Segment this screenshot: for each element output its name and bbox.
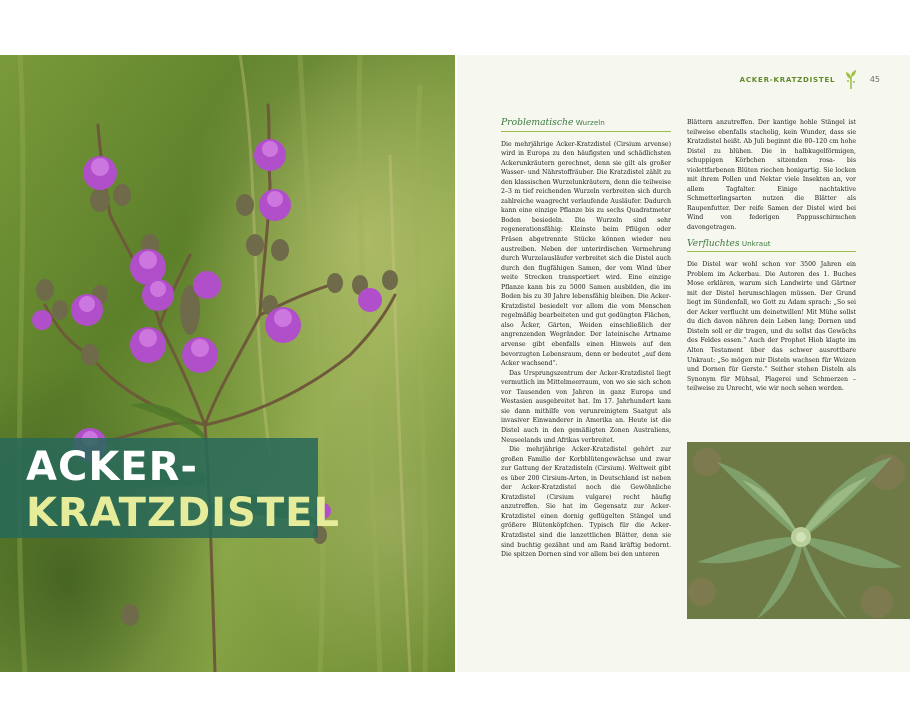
heading-weed-rest: Unkraut <box>739 238 771 248</box>
section-heading-roots <box>501 118 671 132</box>
running-head-label: ACKER-KRATZDISTEL <box>739 76 836 84</box>
paragraph-weed: Die Distel war wohl schon vor 3500 Jahren ein Problem im Ackerbau. Die Autoren des 1. Buches Mose erklären, warum sich Landwirte und Gärtner mit der Distel herumschlagen müssen. Der Grund liegt im Sündenfall, wo Gott zu Adam sprach: „So sei der Acker verflucht um deinetwillen! Mit Mühe sollst du dich davon nähren dein Leben lang; Dornen und Disteln soll er dir tragen, und du sollst das Gewächs des Feldes essen.“ Auch der Prophet Hiob klagte im Alten Testament über das schwer ausrottbare Unkraut: „So mögen mir Disteln wachsen für Weizen und Dornen für Gerste.“ Seither stehen Disteln als Synonym für Mühsal, Plagerei und Schmerzen – teilweise zu Unrecht, wie wir noch sehen werden. <box>687 261 856 393</box>
section-heading-weed <box>687 239 856 253</box>
thistle-photo-image <box>0 55 455 672</box>
page-number: 45 <box>869 75 880 84</box>
heading-roots-italic: Problematische <box>501 117 574 128</box>
text-column-left <box>501 118 671 560</box>
book-spread <box>0 55 910 672</box>
text-column-right <box>687 118 856 394</box>
paragraph-roots-1: Die mehrjährige Acker-Kratzdistel (Cirsium arvense) wird in Europa zu den häufigsten und schädlichsten Ackerunkräutern gerechnet, denn sie gilt als großer Wasser- und Nährstoffräuber. Die Kratzdistel zählt zu den klassischen Wurzelunkräutern, denn die teilweise 2–3 m tief reichenden Wurzeln verbreiten sich durch zahlreiche waagrecht verlaufende Ausläufer. Dadurch kann eine einzige Pflanze bis zu sechs Quadratmeter Boden besiedeln. Die Wurzeln sind sehr regenerationsfähig: Kleinste beim Pflügen oder Fräsen abgetrennte Stücke können wieder neu austreiben. Neben der unterirdischen Vermehrung durch Wurzelausläufer verbreitet sich die Distel auch durch den flugfähigen Samen, der vom Wind über weite Strecken transportiert wird. Eine einzige Pflanze kann bis zu 5000 Samen ausbilden, die im Boden bis zu 30 Jahre lebensfähig bleiben. Die Acker-Kratzdistel besiedelt vor allem die vom Menschen regelmäßig bearbeiteten und gut gedüngten Flächen, also Äcker, Gärten, Weiden einschließlich der angrenzenden Wegränder. Der lateinische Artname arvense gibt ebenfalls einen Hinweis auf den bevorzugten Lebensraum, denn er bedeutet „auf dem Acker wachsend“. <box>501 140 671 368</box>
thistle-rosette-photo <box>687 442 910 619</box>
text-page <box>457 55 910 672</box>
sprout-icon <box>845 69 857 91</box>
paragraph-roots-2: Das Ursprungszentrum der Acker-Kratzdistel liegt vermutlich im Mittelmeerraum, von wo sie sich schon vor Tausenden von Jahren in ganz Europa und Westasien ausgebreitet hat. Im 17. Jahrhundert kam sie dann mithilfe von verunreinigtem Saatgut als invasiver Einwanderer in Amerika an. Heute ist die Distel auch in den gemäßigten Zonen Australiens, Neuseelands und Afrikas verbreitet. <box>501 369 671 444</box>
heading-roots-rest: Wurzeln <box>573 118 605 127</box>
thistle-photo <box>0 55 455 672</box>
title-line-1: ACKER- <box>26 444 199 490</box>
paragraph-roots-3: Die mehrjährige Acker-Kratzdistel gehört zur großen Familie der Korbblütengewächse und zwar zur Gattung der Kratzdisteln (Cirsium). Weltweit gibt es über 200 Cirsium-Arten, in Deutschland ist neben der Acker-Kratzdistel noch die Gewöhnliche Kratzdistel (Cirsium vulgare) recht häufig anzutreffen. Sie hat im Gegensatz zur Acker-Kratzdistel einen dornig geflügelten Stängel und größere Blütenköpfchen. Typisch für die Acker-Kratzdistel sind die lanzettlichen Blätter, denn sie sind buchtig gezähnt und am Rand kräftig bedornt. Die spitzen Dornen sind vor allem bei den unteren <box>501 446 671 559</box>
page-title <box>26 444 340 536</box>
title-line-2: KRATZDISTEL <box>26 490 340 536</box>
paragraph-continued: Blättern anzutreffen. Der kantige hohle Stängel ist teilweise ebenfalls stachelig, kein Wunder, dass sie Kratzdistel heißt. Ab Juli beginnt die 80–120 cm hohe Distel zu blühen. Die in halbkugelförmigen, schuppigen Körbchen sitzenden rosa- bis violettfarbenen Blüten riechen honigartig. Sie locken mit ihrem Pollen und Nektar viele Insekten an, vor allem Tagfalter. Einige nachtaktive Schmetterlingsarten nutzen die Blätter als Raupenfutter. Der reife Samen der Distel wird bei Wind von federigen Pappusschirmchen davongetragen. <box>687 119 856 232</box>
running-head <box>740 69 880 91</box>
heading-weed-italic: Verfluchtes <box>687 237 740 249</box>
